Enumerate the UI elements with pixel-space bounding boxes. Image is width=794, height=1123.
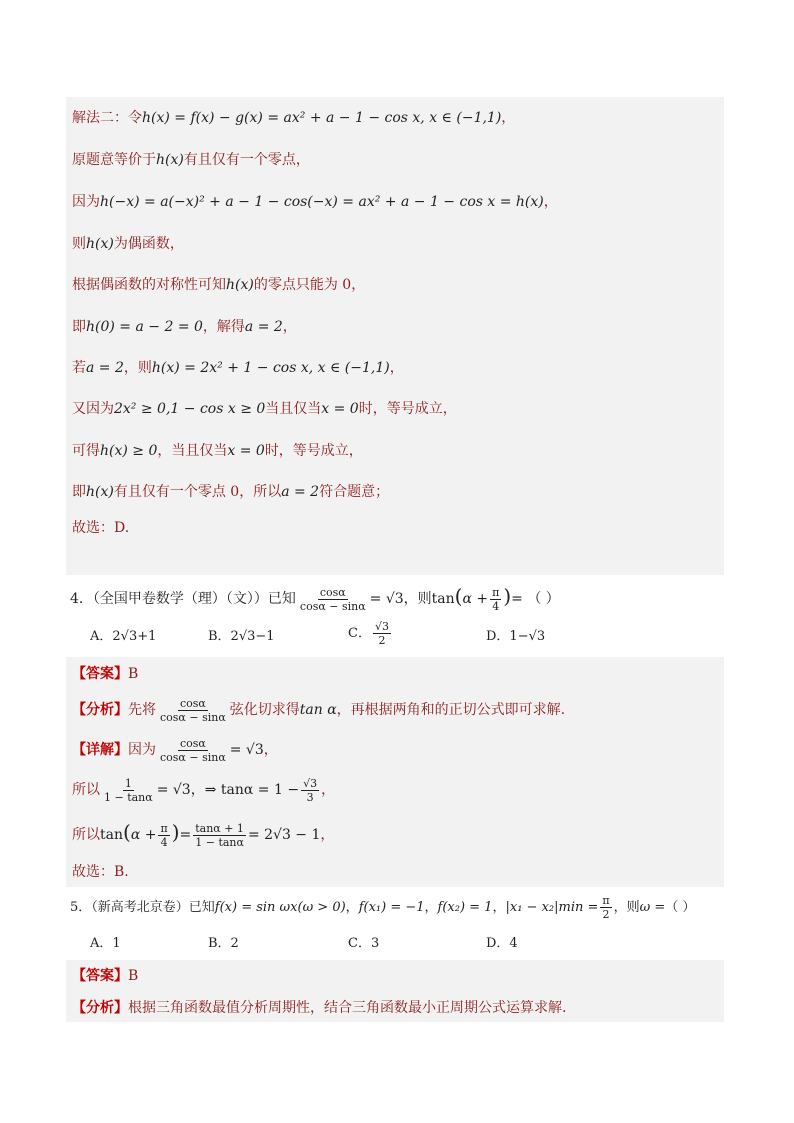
fraction xyxy=(158,737,228,764)
formula: h(x) xyxy=(86,236,114,252)
formula: = 2√3 − 1 xyxy=(247,827,321,843)
formula: h(0) = a − 2 = 0 xyxy=(86,319,203,335)
denominator: cosα − sinα xyxy=(160,710,226,724)
text: 的零点只能为 0， xyxy=(253,277,366,293)
q4-option-a[interactable]: A．2√3+1 xyxy=(90,629,157,644)
q4-option-b[interactable]: B．2√3−1 xyxy=(208,629,275,644)
q4-answer xyxy=(72,664,138,684)
formula: h(x) xyxy=(226,277,254,293)
solution2-line-8 xyxy=(72,399,457,419)
text: ， xyxy=(424,900,438,915)
formula: = √3 xyxy=(156,782,191,798)
formula: x = 0 xyxy=(321,401,359,417)
formula: h(x) = f(x) − g(x) = ax² + a − 1 − cos x, x ∈ (−1,1) xyxy=(142,110,502,126)
denominator: 2 xyxy=(378,634,386,647)
fraction xyxy=(490,586,501,613)
option-label: C． xyxy=(348,626,371,641)
text: ， xyxy=(543,194,558,210)
fraction xyxy=(158,697,228,724)
solution2-line-9 xyxy=(72,441,363,461)
numerator: π xyxy=(602,894,610,907)
text: 当且仅当 xyxy=(265,401,322,417)
detail-tag: 【详解】 xyxy=(72,742,128,758)
formula: a = 2 xyxy=(281,484,320,500)
answer-value: B xyxy=(128,968,139,984)
denominator: cosα − sinα xyxy=(299,599,366,613)
text: （ ） xyxy=(665,900,696,915)
numerator: cosα xyxy=(179,696,206,710)
text: 原题意等价于 xyxy=(72,152,156,168)
solution2-line-10 xyxy=(72,482,389,502)
text: 因为 xyxy=(128,742,156,758)
formula: h(x) ≥ 0 xyxy=(100,443,158,459)
text: ， xyxy=(389,360,404,376)
text: 根据偶函数的对称性可知 xyxy=(72,277,226,293)
solution2-line-7 xyxy=(72,358,404,378)
solution2-line-5 xyxy=(72,275,365,295)
question-text: 5．（新高考北京卷）已知 xyxy=(70,900,215,915)
denominator: 4 xyxy=(160,835,168,849)
q5-analysis xyxy=(72,998,566,1018)
q5-option-d[interactable]: D．4 xyxy=(486,936,518,951)
text: 又因为 xyxy=(72,401,114,417)
denominator: 4 xyxy=(492,599,500,613)
formula: f(x) = sin ωx(ω > 0) xyxy=(214,900,346,915)
q5-stem xyxy=(70,894,695,922)
denominator: 1 − tanα xyxy=(104,790,153,804)
denominator: cosα − sinα xyxy=(160,750,226,764)
numerator: cosα xyxy=(319,585,346,599)
formula: h(−x) = a(−x)² + a − 1 − cos(−x) = ax² + a − 1 − cos x = h(x) xyxy=(100,194,544,210)
answer-tag: 【答案】 xyxy=(72,666,128,682)
formula: α + xyxy=(462,591,489,607)
text: ，当且仅当 xyxy=(157,443,228,459)
numerator: tanα + 1 xyxy=(195,821,244,835)
q4-option-d[interactable]: D．1−√3 xyxy=(486,629,546,644)
formula: ω = xyxy=(639,900,666,915)
text: 若 xyxy=(72,360,86,376)
formula: f(x₂) = 1 xyxy=(437,900,493,915)
text: 为偶函数， xyxy=(113,236,184,252)
q5-option-b[interactable]: B．2 xyxy=(208,936,239,951)
numerator: π xyxy=(160,821,168,835)
formula: 2x² ≥ 0,1 − cos x ≥ 0 xyxy=(114,401,266,417)
q5-option-c[interactable]: C．3 xyxy=(348,936,380,951)
denominator: 3 xyxy=(306,790,314,804)
formula: |x₁ − x₂|min = xyxy=(505,900,599,915)
text: 因为 xyxy=(72,194,100,210)
formula: x = 0 xyxy=(227,443,265,459)
solution2-line-11 xyxy=(72,518,129,538)
formula: α + xyxy=(130,827,157,843)
text: 有且仅有一个零点， xyxy=(183,152,310,168)
q4-option-c[interactable] xyxy=(348,620,393,647)
formula: a = 2 xyxy=(86,360,124,376)
text: 可得 xyxy=(72,443,100,459)
denominator: 1 − tanα xyxy=(195,835,244,849)
text: 解法二：令 xyxy=(72,110,142,126)
formula: tan α xyxy=(299,702,337,718)
solution2-line-4 xyxy=(72,234,184,254)
formula: = √3 xyxy=(369,591,404,607)
q4-step-2: 所以tan(α + $\frac{\pi}{4}$ )= $\frac{\tan\alpha + 1}{1 - \tan\alpha}$ = 2√3 − 1， xyxy=(72,820,335,849)
text: 故选：B. xyxy=(72,864,129,880)
formula: h(x) xyxy=(156,152,184,168)
fraction xyxy=(193,822,246,849)
formula: ，⇒ tanα = 1 − xyxy=(190,782,300,798)
question-text: 4．（全国甲卷数学（理）（文））已知 xyxy=(70,591,296,607)
solution2-line-2 xyxy=(72,150,310,170)
solution2-line-1 xyxy=(72,108,515,128)
text: 时，等号成立， xyxy=(358,401,457,417)
text: ， xyxy=(282,319,297,335)
text: 符合题意； xyxy=(319,484,390,500)
formula: tan xyxy=(100,827,123,843)
answer-tag: 【答案】 xyxy=(72,968,128,984)
text: ， xyxy=(263,742,278,758)
fraction xyxy=(373,620,391,647)
q4-analysis xyxy=(72,696,565,724)
formula: = xyxy=(179,827,192,843)
analysis-tag: 【分析】 xyxy=(72,702,128,718)
formula: tan xyxy=(431,591,455,607)
text: = （ ） xyxy=(511,591,560,607)
fraction xyxy=(600,894,611,921)
numerator: π xyxy=(492,585,500,599)
fraction xyxy=(102,777,155,804)
formula: = √3 xyxy=(229,742,264,758)
denominator: 2 xyxy=(602,908,610,921)
text: 即 xyxy=(72,319,86,335)
text: ，解得 xyxy=(202,319,245,335)
text: ，再根据两角和的正切公式即可求解. xyxy=(336,702,566,718)
formula: f(x₁) = −1 xyxy=(358,900,425,915)
text: 时，等号成立， xyxy=(264,443,363,459)
analysis-tag: 【分析】 xyxy=(72,1000,128,1016)
text: ， xyxy=(320,827,335,843)
answer-value: B xyxy=(128,666,139,682)
fraction xyxy=(158,822,169,849)
text: 有且仅有一个零点 0，所以 xyxy=(113,484,282,500)
numerator: cosα xyxy=(179,736,206,750)
text: ， xyxy=(501,110,516,126)
numerator: 1 xyxy=(124,776,132,790)
q4-stem: 4．（全国甲卷数学（理）（文））已知 $\frac{\cos\alpha}{\cos\alpha - \sin\alpha}$ = √3，则tan(α + $\frac{\pi}{4}$ )= （ ） xyxy=(70,584,560,613)
text: 根据三角函数最值分析周期性，结合三角函数最小正周期公式运算求解. xyxy=(128,1000,567,1016)
text: ，则 xyxy=(613,900,640,915)
q4-answer-block xyxy=(66,657,724,887)
text: 即 xyxy=(72,484,86,500)
text: ， xyxy=(345,900,359,915)
text: 所以 xyxy=(72,827,100,843)
text: ， xyxy=(321,782,336,798)
text: ，则 xyxy=(123,360,152,376)
text: 故选：D. xyxy=(72,520,130,536)
text: ，则 xyxy=(403,591,432,607)
text: ， xyxy=(492,900,506,915)
q4-choose xyxy=(72,862,129,882)
fraction xyxy=(301,777,319,804)
text: 则 xyxy=(72,236,86,252)
q4-detail xyxy=(72,736,278,764)
formula: a = 2 xyxy=(244,319,283,335)
numerator: √3 xyxy=(303,776,318,790)
text: 所以 xyxy=(72,782,100,798)
numerator: √3 xyxy=(374,620,389,633)
q5-option-a[interactable]: A．1 xyxy=(90,936,121,951)
solution2-line-6 xyxy=(72,317,297,337)
formula: h(x) = 2x² + 1 − cos x, x ∈ (−1,1) xyxy=(151,360,390,376)
fraction xyxy=(298,586,368,613)
solution2-line-3 xyxy=(72,192,558,212)
q5-answer xyxy=(72,966,138,986)
text: 先将 xyxy=(128,702,156,718)
q4-step-1 xyxy=(72,776,335,804)
formula: h(x) xyxy=(86,484,114,500)
text: 弦化切求得 xyxy=(229,702,300,718)
